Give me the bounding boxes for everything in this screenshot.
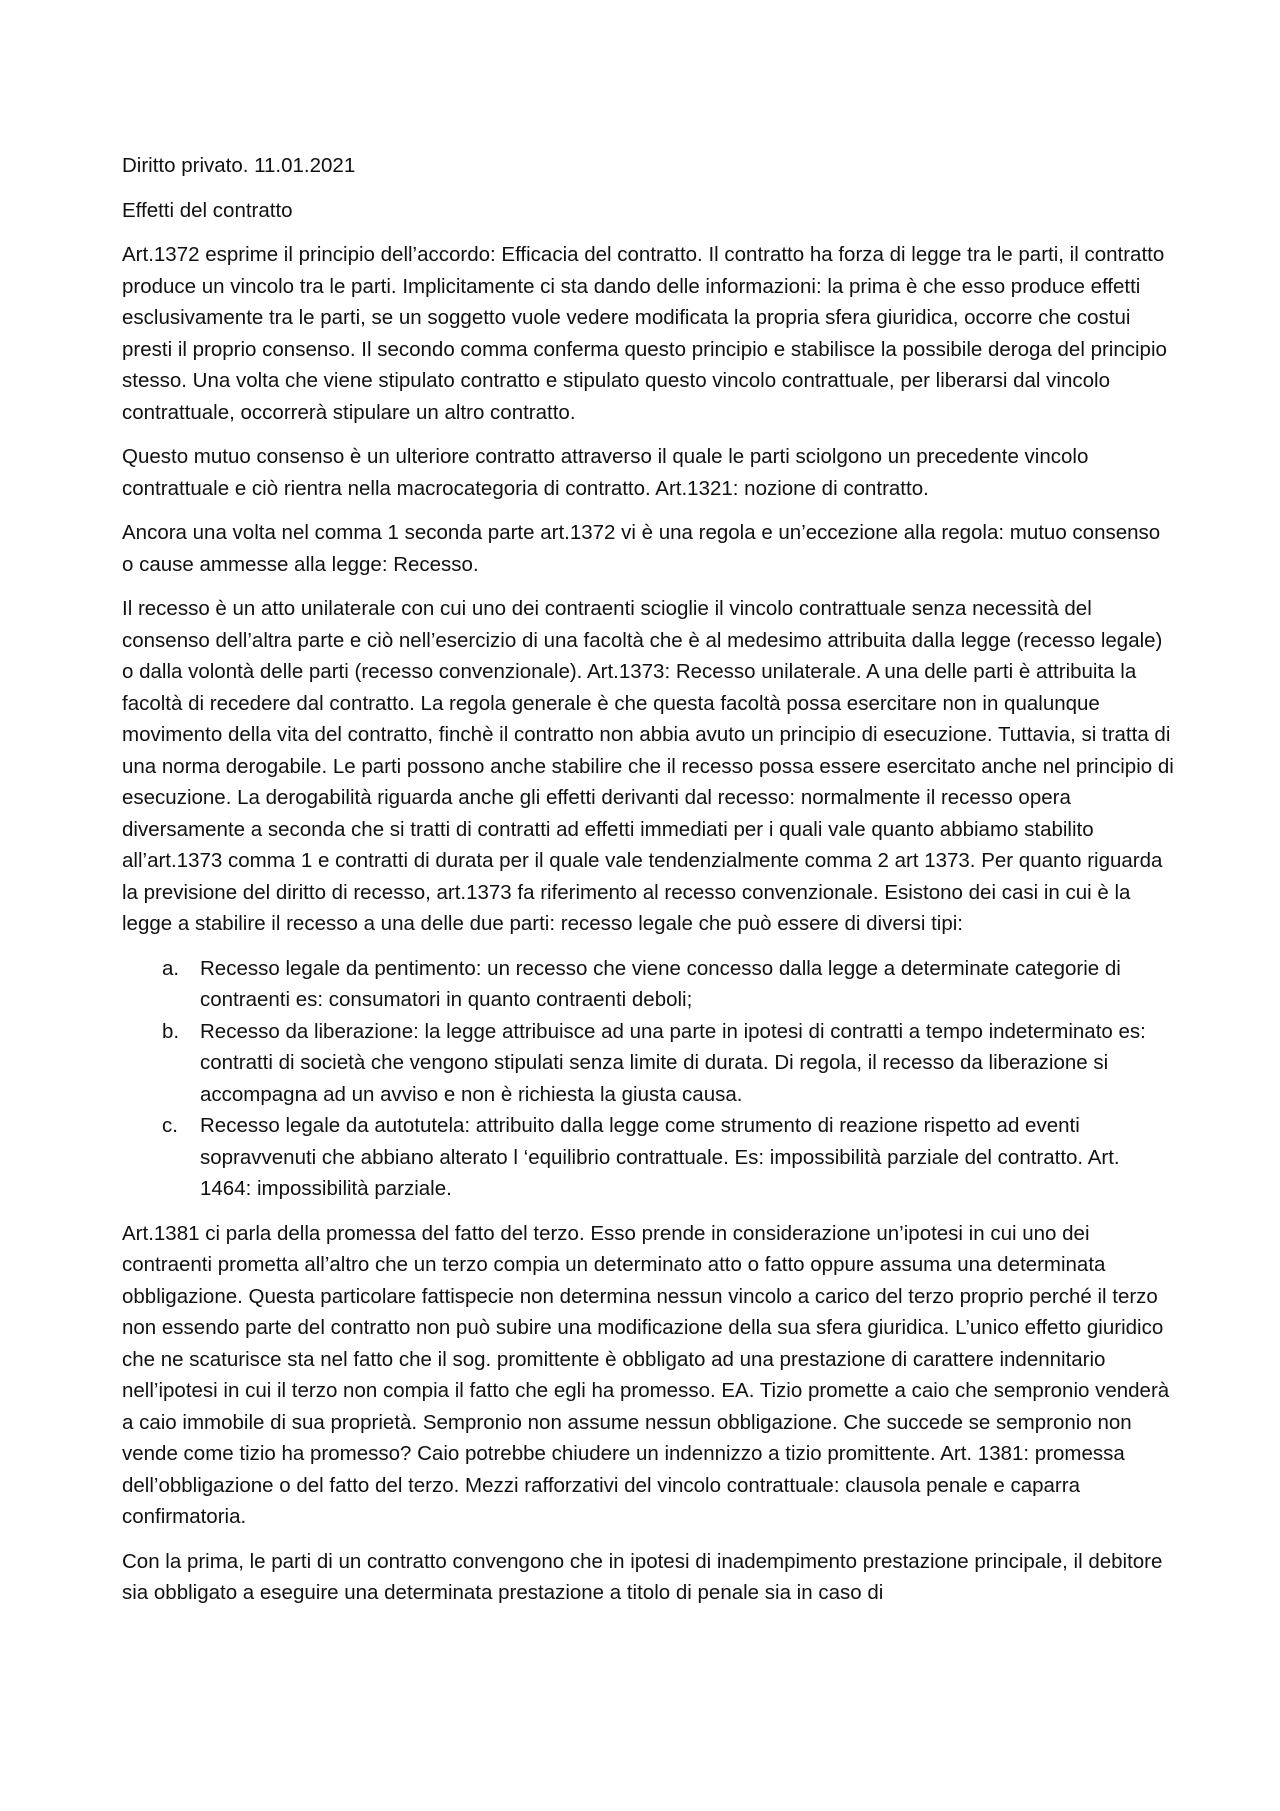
list-item-text: Recesso legale da pentimento: un recesso che viene concesso dalla legge a determinate categorie di contraenti es: consumatori in quanto contraenti deboli; <box>200 956 1121 1011</box>
list-item-text: Recesso da liberazione: la legge attribuisce ad una parte in ipotesi di contratti a tempo indeterminato es: contratti di società che vengono stipulati senza limite di durata. Di regola, il recesso da liberazione si accompagna ad un avviso e non è richiesta la giusta causa. <box>200 1019 1146 1106</box>
paragraph-recesso: Il recesso è un atto unilaterale con cui uno dei contraenti scioglie il vincolo contrattuale senza necessità del consenso dell’altra parte e ciò nell’esercizio di una facoltà che è al medesimo attribuita dalla legge (recesso legale) o dalla volontà delle parti (recesso convenzionale). Art.1373: Recesso unilaterale. A una delle parti è attribuita la facoltà di recedere dal contratto. La regola generale è che questa facoltà possa esercitare non in qualunque movimento della vita del contratto, finchè il contratto non abbia avuto un principio di esecuzione. Tuttavia, si tratta di una norma derogabile. Le parti possono anche stabilire che il recesso possa essere esercitato anche nel principio di esecuzione. La derogabilità riguarda anche gli effetti derivanti dal recesso: normalmente il recesso opera diversamente a seconda che si tratti di contratti ad effetti immediati per i quali vale quanto abbiamo stabilito all’art.1373 comma 1 e contratti di durata per il quale vale tendenzialmente comma 2 art 1373. Per quanto riguarda la previsione del diritto di recesso, art.1373 fa riferimento al recesso convenzionale. Esistono dei casi in cui è la legge a stabilire il recesso a una delle due parti: recesso legale che può essere di diversi tipi: <box>122 597 1174 935</box>
list-item <box>122 1110 1174 1205</box>
document-subtitle: Effetti del contratto <box>122 198 293 222</box>
paragraph-mutuo-consenso: Questo mutuo consenso è un ulteriore contratto attraverso il quale le parti sciolgono un precedente vincolo contrattuale e ciò rientra nella macrocategoria di contratto. Art.1321: nozione di contratto. <box>122 445 1089 500</box>
paragraph-art-1381: Art.1381 ci parla della promessa del fatto del terzo. Esso prende in considerazione un’ipotesi in cui uno dei contraenti prometta all’altro che un terzo compia un determinato atto o fatto oppure assuma una determinata obbligazione. Questa particolare fattispecie non determina nessun vincolo a carico del terzo proprio perché il terzo non essendo parte del contratto non può subire una modificazione della sua sfera giuridica. L’unico effetto giuridico che ne scaturisce sta nel fatto che il sog. promittente è obbligato ad una prestazione di carattere indennitario nell’ipotesi in cui il terzo non compia il fatto che egli ha promesso. EA. Tizio promette a caio che sempronio venderà a caio immobile di sua proprietà. Sempronio non assume nessun obbligazione. Che succede se sempronio non vende come tizio ha promesso? Caio potrebbe chiudere un indennizzo a tizio promittente. Art. 1381: promessa dell’obbligazione o del fatto del terzo. Mezzi rafforzativi del vincolo contrattuale: clausola penale e caparra confirmatoria. <box>122 1221 1170 1528</box>
list-item-text: Recesso legale da autotutela: attribuito dalla legge come strumento di reazione rispetto ad eventi sopravvenuti che abbiano alterato l ‘equilibrio contrattuale. Es: impossibilità parziale del contratto. Art. 1464: impossibilità parziale. <box>200 1114 1120 1200</box>
recesso-types-list <box>122 953 1174 1205</box>
list-item <box>122 953 1174 1016</box>
list-marker: b. <box>162 1019 180 1043</box>
list-marker: a. <box>162 956 180 980</box>
list-marker: c. <box>162 1114 178 1137</box>
document-page <box>122 150 1174 1622</box>
paragraph-art-1372: Art.1372 esprime il principio dell’accordo: Efficacia del contratto. Il contratto ha forza di legge tra le parti, il contratto produce un vincolo tra le parti. Implicitamente ci sta dando delle informazioni: la prima è che esso produce effetti esclusivamente tra le parti, se un soggetto vuole vedere modificata la propria sfera giuridica, occorre che costui presti il proprio consenso. Il secondo comma conferma questo principio e stabilisce la possibile deroga del principio stesso. Una volta che viene stipulato contratto e stipulato questo vincolo contrattuale, per liberarsi dal vincolo contrattuale, occorrerà stipulare un altro contratto. <box>122 243 1167 424</box>
paragraph-clausola-penale: Con la prima, le parti di un contratto convengono che in ipotesi di inadempimento prestazione principale, il debitore sia obbligato a eseguire una determinata prestazione a titolo di penale sia in caso di <box>122 1549 1163 1604</box>
paragraph-regola-eccezione: Ancora una volta nel comma 1 seconda parte art.1372 vi è una regola e un’eccezione alla regola: mutuo consenso o cause ammesse alla legge: Recesso. <box>122 521 1161 576</box>
document-title-line: Diritto privato. 11.01.2021 <box>122 154 356 177</box>
list-item <box>122 1016 1174 1111</box>
